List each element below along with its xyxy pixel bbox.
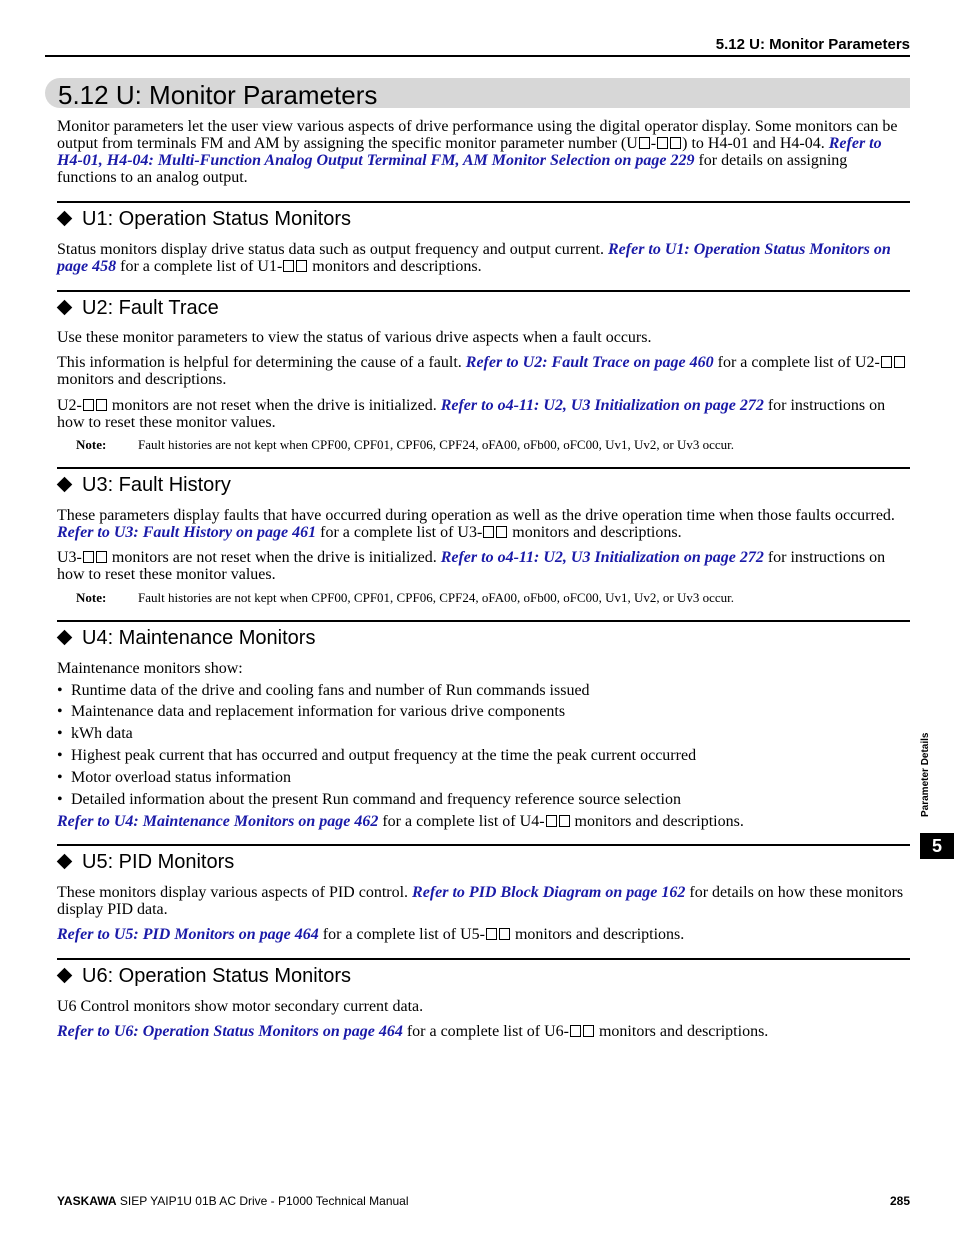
placeholder-box-icon (83, 551, 94, 563)
u5-text-4: monitors and descriptions. (510, 926, 685, 943)
u2-text: This information is helpful for determining the cause of a fault. (57, 354, 466, 371)
link-o4-11[interactable]: Refer to o4-11: U2, U3 Initialization on page 272 (440, 397, 764, 414)
u1-text-3: monitors and descriptions. (308, 258, 482, 275)
section-heading-u5 (57, 851, 234, 874)
page-title: 5.12 U: Monitor Parameters (58, 80, 378, 110)
placeholder-box-icon (486, 928, 497, 940)
u4-text: for a complete list of U4- (378, 813, 545, 830)
u6-paragraph-2 (57, 1023, 910, 1040)
u5-text-2: for details on how these monitors display PID data. (57, 884, 904, 918)
u3-note (76, 590, 734, 606)
placeholder-box-icon (483, 526, 494, 538)
section-heading-u2 (57, 297, 219, 320)
section-rule (57, 290, 910, 292)
placeholder-box-icon (670, 137, 681, 149)
u5-text: These monitors display various aspects of PID control. (57, 884, 413, 901)
u1-heading-text: U1: Operation Status Monitors (82, 208, 352, 230)
link-u4[interactable]: Refer to U4: Maintenance Monitors on page 462 (57, 813, 379, 830)
section-heading-u3 (57, 474, 231, 497)
link-u1[interactable]: Refer to U1: Operation Status Monitors on page 458 (57, 241, 891, 275)
placeholder-box-icon (499, 928, 510, 940)
list-item-text: Motor overload status information (71, 769, 291, 786)
placeholder-box-icon (96, 399, 107, 411)
section-rule (57, 201, 910, 203)
placeholder-box-icon (296, 260, 307, 272)
link-pid-block[interactable]: Refer to PID Block Diagram on page 162 (412, 884, 686, 901)
u6-heading-text: U6: Operation Status Monitors (82, 965, 352, 987)
section-rule (57, 844, 910, 846)
placeholder-box-icon (639, 137, 650, 149)
link-h4-01[interactable]: Refer to H4-01, H4-04: Multi-Function Analog Output Terminal FM, AM Monitor Selection on page 229 (57, 135, 882, 169)
list-item-text: Maintenance data and replacement information for various drive components (71, 703, 566, 720)
list-item-text: Detailed information about the present Run command and frequency reference source selection (71, 791, 681, 808)
list-item: • kWh data (57, 725, 133, 742)
u2-text-3: monitors and descriptions. (57, 371, 227, 388)
diamond-bullet-icon (57, 476, 73, 492)
list-item: • Motor overload status information (57, 769, 291, 786)
diamond-bullet-icon (57, 629, 73, 645)
u2-heading-text: U2: Fault Trace (82, 297, 219, 319)
u4-reference (57, 813, 910, 830)
list-item: • Maintenance data and replacement information for various drive components (57, 703, 566, 720)
section-rule (57, 467, 910, 469)
u2-paragraph-1: Use these monitor parameters to view the status of various drive aspects when a fault occurs. (57, 329, 652, 346)
note-text: Fault histories are not kept when CPF00, CPF01, CPF06, CPF24, oFA00, oFb00, oFC00, Uv1, Uv2, or Uv3 occur. (138, 437, 735, 452)
placeholder-box-icon (559, 815, 570, 827)
intro-text: Monitor parameters let the user view various aspects of drive performance using the digital operator display. Some monitors can be output from terminals FM and AM by assigning the specific monitor parameter number (U (57, 118, 898, 152)
list-item: • Runtime data of the drive and cooling fans and number of Run commands issued (57, 682, 590, 699)
u5-heading-text: U5: PID Monitors (82, 851, 235, 873)
u6-text: for a complete list of U6- (402, 1023, 569, 1040)
header-rule (45, 55, 910, 57)
u1-paragraph (57, 241, 910, 275)
u4-intro: Maintenance monitors show: (57, 660, 243, 677)
placeholder-box-icon (96, 551, 107, 563)
u3-paragraph-1 (57, 507, 910, 541)
list-item: • Detailed information about the present Run command and frequency reference source selection (57, 791, 681, 808)
list-item-text: kWh data (71, 725, 133, 742)
placeholder-box-icon (894, 356, 905, 368)
u3-text-4: U3- (57, 549, 82, 566)
list-item-text: Highest peak current that has occurred and output frequency at the time the peak current occurred (71, 747, 697, 764)
link-u3[interactable]: Refer to U3: Fault History on page 461 (57, 524, 317, 541)
u3-heading-text: U3: Fault History (82, 474, 231, 496)
u4-text-2: monitors and descriptions. (570, 813, 744, 830)
diamond-bullet-icon (57, 299, 73, 315)
placeholder-box-icon (583, 1025, 594, 1037)
chapter-tab: 5 (920, 833, 954, 859)
placeholder-box-icon (570, 1025, 581, 1037)
intro-paragraph (57, 118, 910, 186)
placeholder-box-icon (546, 815, 557, 827)
note-label: Note: (76, 437, 107, 452)
link-u2[interactable]: Refer to U2: Fault Trace on page 460 (465, 354, 714, 371)
diamond-bullet-icon (57, 967, 73, 983)
diamond-bullet-icon (57, 853, 73, 869)
u3-text-5: monitors are not reset when the drive is initialized. (107, 549, 441, 566)
link-u5[interactable]: Refer to U5: PID Monitors on page 464 (57, 926, 319, 943)
u2-text-6: for instructions on how to reset these monitor values. (57, 397, 886, 431)
footer-document (57, 1194, 409, 1208)
footer-doc-title: SIEP YAIP1U 01B AC Drive - P1000 Technical Manual (116, 1194, 409, 1208)
chapter-side-label: Parameter Details (920, 732, 931, 817)
link-u6[interactable]: Refer to U6: Operation Status Monitors on page 464 (57, 1023, 403, 1040)
placeholder-box-icon (657, 137, 668, 149)
section-rule (57, 620, 910, 622)
intro-text-dash: - (650, 135, 657, 152)
placeholder-box-icon (83, 399, 94, 411)
u1-text-2: for a complete list of U1- (116, 258, 283, 275)
u5-paragraph-1 (57, 884, 910, 918)
list-item-text: Runtime data of the drive and cooling fans and number of Run commands issued (71, 682, 590, 699)
section-heading-u6 (57, 965, 351, 988)
u2-text-4: U2- (57, 397, 82, 414)
u2-note (76, 437, 734, 453)
u3-text: These parameters display faults that have occurred during operation as well as the drive operation time when those faults occurred. (57, 507, 895, 524)
page-number: 285 (889, 1194, 910, 1208)
intro-text-tail: for details on assigning functions to an analog output. (57, 152, 848, 186)
placeholder-box-icon (881, 356, 892, 368)
u3-text-6: for instructions on how to reset these monitor values. (57, 549, 886, 583)
footer-brand: YASKAWA (57, 1194, 117, 1208)
section-heading-u1 (57, 208, 351, 231)
u6-paragraph-1: U6 Control monitors show motor secondary current data. (57, 998, 424, 1015)
u3-text-3: monitors and descriptions. (508, 524, 682, 541)
list-item: • Highest peak current that has occurred and output frequency at the time the peak current occurred (57, 747, 697, 764)
u3-paragraph-2 (57, 549, 910, 583)
u2-paragraph-2 (57, 354, 910, 388)
running-head: 5.12 U: Monitor Parameters (715, 36, 910, 53)
link-o4-11[interactable]: Refer to o4-11: U2, U3 Initialization on page 272 (440, 549, 764, 566)
section-rule (57, 958, 910, 960)
u3-text-2: for a complete list of U3- (316, 524, 483, 541)
u4-heading-text: U4: Maintenance Monitors (82, 627, 316, 649)
u5-paragraph-2 (57, 926, 910, 943)
u1-text: Status monitors display drive status data such as output frequency and output current. (57, 241, 608, 258)
placeholder-box-icon (283, 260, 294, 272)
u6-text-2: monitors and descriptions. (594, 1023, 769, 1040)
note-label: Note: (76, 590, 107, 605)
u2-text-2: for a complete list of U2- (713, 354, 880, 371)
diamond-bullet-icon (57, 210, 73, 226)
u5-text-3: for a complete list of U5- (318, 926, 485, 943)
u2-text-5: monitors are not reset when the drive is initialized. (107, 397, 441, 414)
section-heading-u4 (57, 627, 315, 650)
u2-paragraph-3 (57, 397, 910, 431)
placeholder-box-icon (496, 526, 507, 538)
note-text: Fault histories are not kept when CPF00, CPF01, CPF06, CPF24, oFA00, oFb00, oFC00, Uv1, Uv2, or Uv3 occur. (138, 590, 735, 605)
intro-text-end: ) to H4-01 and H4-04. (682, 135, 825, 152)
